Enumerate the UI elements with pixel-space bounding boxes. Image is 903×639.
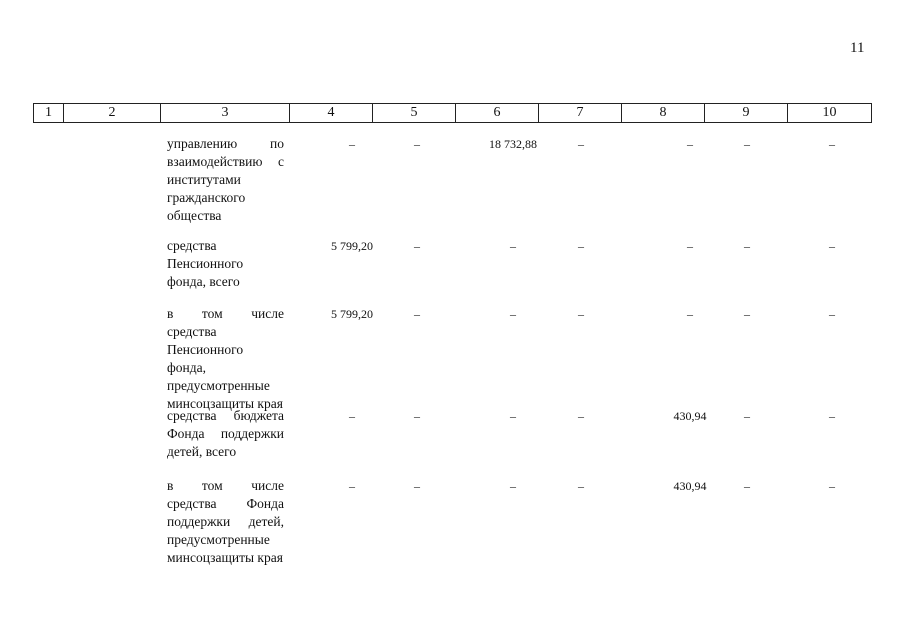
header-col-3: 3 [161, 104, 290, 122]
cell-col-8: 430,94 [673, 479, 707, 493]
cell-col-10: – [829, 137, 835, 151]
cell-col-6: 18 732,88 [489, 137, 537, 151]
header-col-2: 2 [64, 104, 161, 122]
row-description: в том числе средства Пенсионного фонда, предусмотренные минсоцзащиты края [167, 306, 284, 411]
cell-col-5: – [414, 479, 420, 493]
header-col-6: 6 [456, 104, 539, 122]
cell-col-9: – [744, 479, 750, 493]
header-col-1: 1 [34, 104, 64, 122]
row-description: средства Пенсионного фонда, всего [167, 238, 244, 289]
cell-col-4: – [349, 409, 355, 423]
cell-col-10: – [829, 409, 835, 423]
cell-col-5: – [414, 307, 420, 321]
cell-col-9: – [744, 307, 750, 321]
cell-col-6: – [510, 479, 516, 493]
cell-col-5: – [414, 239, 420, 253]
cell-col-8: – [687, 137, 693, 151]
header-col-7: 7 [539, 104, 622, 122]
cell-col-7: – [578, 479, 584, 493]
cell-col-4: 5 799,20 [331, 307, 373, 321]
cell-col-7: – [578, 307, 584, 321]
cell-col-9: – [744, 409, 750, 423]
cell-col-6: – [510, 307, 516, 321]
cell-col-10: – [829, 239, 835, 253]
cell-col-4: 5 799,20 [331, 239, 373, 253]
cell-col-6: – [510, 409, 516, 423]
row-description: в том числе средства Фонда поддержки детей, предусмотренные минсоцзащиты края [167, 478, 284, 565]
cell-col-7: – [578, 409, 584, 423]
cell-col-10: – [829, 307, 835, 321]
header-col-9: 9 [705, 104, 788, 122]
row-description: средства бюджета Фонда поддержки детей, всего [167, 408, 284, 459]
header-col-4: 4 [290, 104, 373, 122]
header-col-8: 8 [622, 104, 705, 122]
cell-col-6: – [510, 239, 516, 253]
cell-col-8: 430,94 [673, 409, 707, 423]
cell-col-4: – [349, 479, 355, 493]
cell-col-9: – [744, 137, 750, 151]
header-col-5: 5 [373, 104, 456, 122]
cell-col-10: – [829, 479, 835, 493]
cell-col-7: – [578, 239, 584, 253]
cell-col-5: – [414, 409, 420, 423]
header-col-10: 10 [788, 104, 872, 122]
cell-col-4: – [349, 137, 355, 151]
row-description: управлению по взаимодействию с институтами гражданского общества [167, 136, 284, 223]
cell-col-8: – [687, 307, 693, 321]
table-header-row [33, 103, 872, 123]
cell-col-5: – [414, 137, 420, 151]
cell-col-7: – [578, 137, 584, 151]
page-number: 11 [850, 40, 865, 56]
cell-col-9: – [744, 239, 750, 253]
cell-col-8: – [687, 239, 693, 253]
